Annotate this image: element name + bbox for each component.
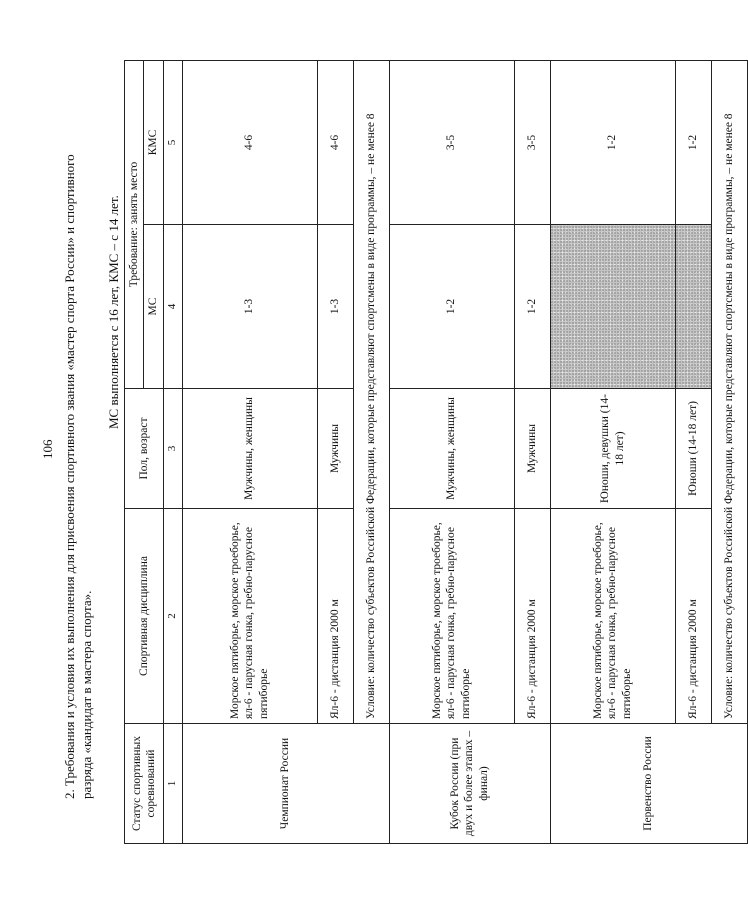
- status-cell: Кубок России (при двух и более этапах –финал): [389, 724, 550, 844]
- discipline-cell: Морское пятиборье, морское троеборье, ял-6 - парусная гонка, гребно-парусное пятиборье: [550, 509, 675, 724]
- col-number-1: 1: [163, 724, 182, 844]
- header-status: Статус спортивных соревнований: [125, 724, 164, 844]
- discipline-cell: Ял-6 - дистанция 2000 м: [675, 509, 711, 724]
- ms-place-cell: 1-3: [182, 225, 317, 389]
- kms-place-cell: 3-5: [389, 60, 514, 224]
- header-row-1: [125, 60, 144, 843]
- ms-place-cell: 1-2: [389, 225, 514, 389]
- kms-place-cell: 1-2: [550, 60, 675, 224]
- requirements-table: [124, 60, 748, 844]
- header-sex-age: Пол, возраст: [125, 389, 164, 509]
- kms-place-cell: 4-6: [182, 60, 317, 224]
- col-number-5: 5: [163, 60, 182, 224]
- requirement-note: МС выполняется с 16 лет, КМС – с 14 лет.: [106, 195, 121, 429]
- table-row: [182, 60, 317, 843]
- kms-place-cell: 4-6: [317, 60, 353, 224]
- col-number-3: 3: [163, 389, 182, 509]
- section-heading: [62, 99, 96, 799]
- heading-line-2: разряда «кандидат в мастера спорта».: [78, 590, 94, 799]
- table-row: [389, 60, 514, 843]
- kms-place-cell: 1-2: [675, 60, 711, 224]
- table-row: [550, 60, 675, 843]
- ms-place-cell-shaded: [550, 225, 675, 389]
- status-cell: Чемпионат России: [182, 724, 389, 844]
- discipline-cell: Ял-6 - дистанция 2000 м: [317, 509, 353, 724]
- ms-place-cell: 1-2: [514, 225, 550, 389]
- sex-age-cell: Мужчины: [317, 389, 353, 509]
- ms-place-cell-shaded: [675, 225, 711, 389]
- condition-cell: Условие: количество субъектов Российской Федерации, которые представляют спортсмены в виде программы, – не менее 8: [711, 60, 747, 723]
- heading-line-1: 2. Требования и условия их выполнения для присвоения спортивного звания «мастер спорта России» и спортивного: [62, 154, 77, 799]
- column-numbers-row: [163, 60, 182, 843]
- col-number-4: 4: [163, 225, 182, 389]
- sex-age-cell: Мужчины: [514, 389, 550, 509]
- kms-place-cell: 3-5: [514, 60, 550, 224]
- condition-cell: Условие: количество субъектов Российской Федерации, которые представляют спортсмены в виде программы, – не менее 8: [353, 60, 389, 723]
- page-number: 106: [40, 439, 55, 459]
- sex-age-cell: Мужчины, женщины: [182, 389, 317, 509]
- header-ms: МС: [144, 225, 163, 389]
- col-number-2: 2: [163, 509, 182, 724]
- header-kms: КМС: [144, 60, 163, 224]
- discipline-cell: Морское пятиборье, морское троеборье, ял-6 - парусная гонка, гребно-парусное пятиборье: [389, 509, 514, 724]
- header-discipline: Спортивная дисциплина: [125, 509, 164, 724]
- ms-place-cell: 1-3: [317, 225, 353, 389]
- sex-age-cell: Юноши (14-18 лет): [675, 389, 711, 509]
- discipline-cell: Ял-6 - дистанция 2000 м: [514, 509, 550, 724]
- discipline-cell: Морское пятиборье, морское троеборье, ял-6 - парусная гонка, гребно-парусное пятиборье: [182, 509, 317, 724]
- header-requirement: Требование: занять место: [125, 60, 144, 388]
- status-cell: Первенство России: [550, 724, 747, 844]
- sex-age-cell: Мужчины, женщины: [389, 389, 514, 509]
- sex-age-cell: Юноши, девушки (14-18 лет): [550, 389, 675, 509]
